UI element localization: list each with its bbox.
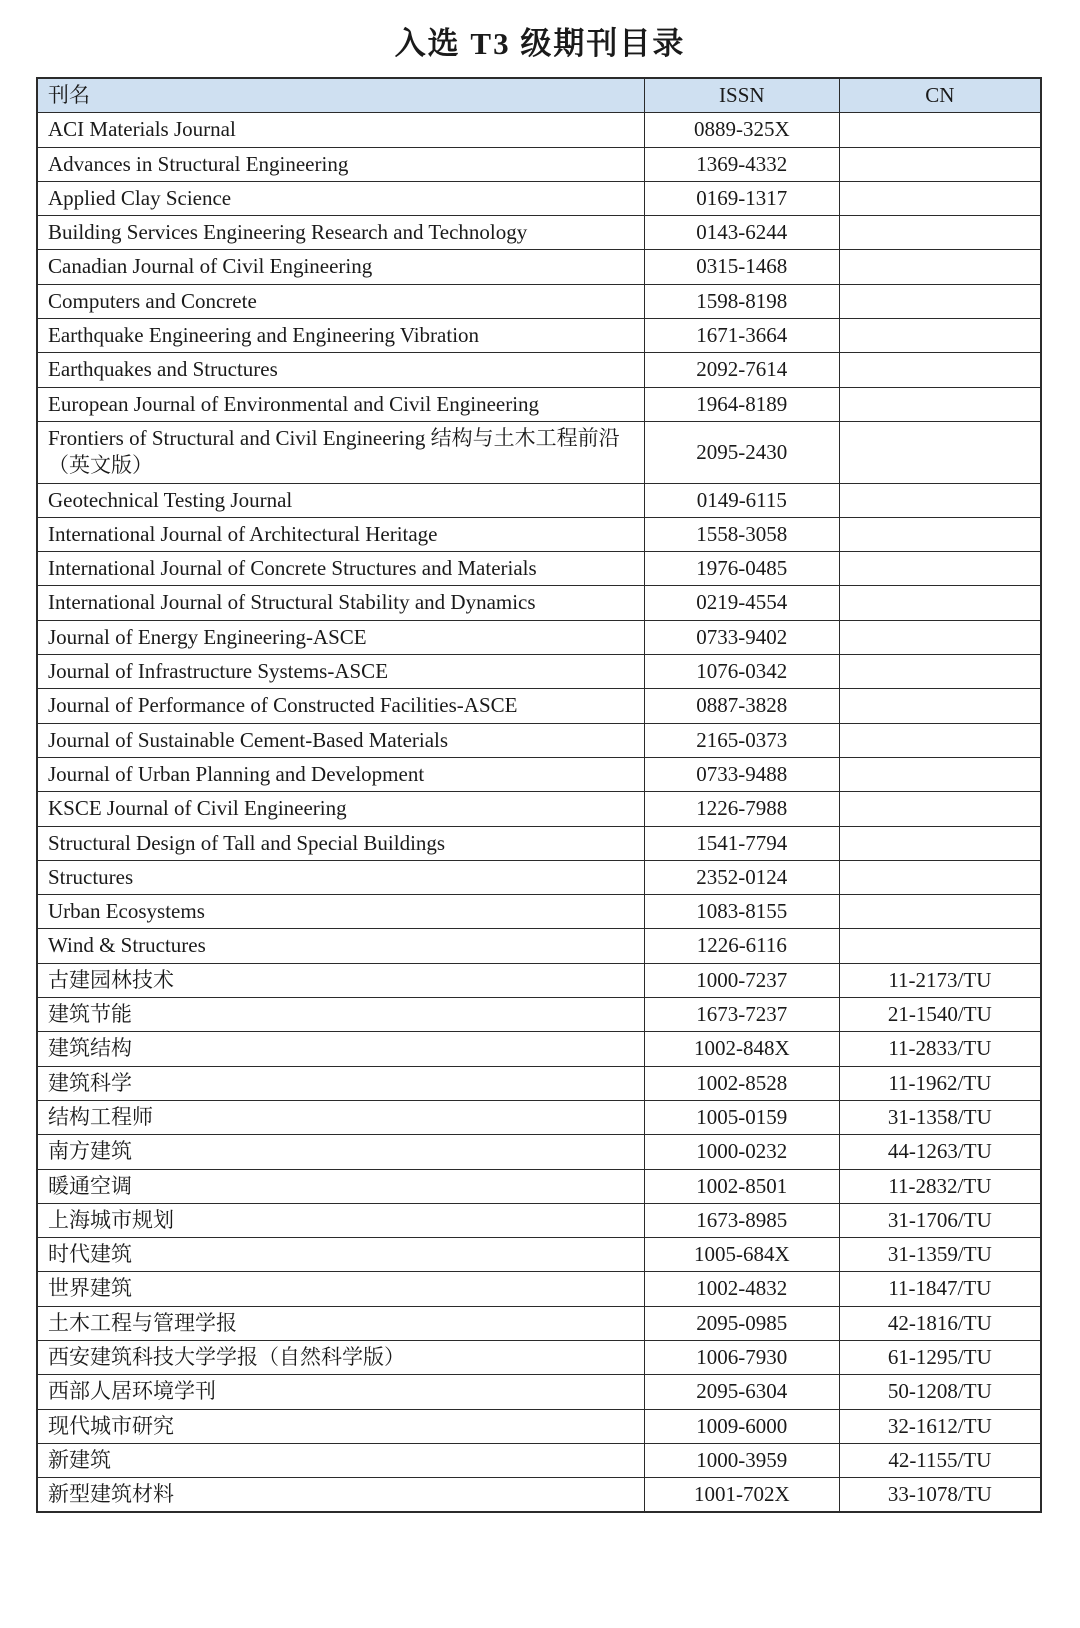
journal-name-cell: Urban Ecosystems — [37, 895, 644, 929]
table-row — [37, 250, 1041, 284]
journal-name-cell: Journal of Sustainable Cement-Based Materials — [37, 723, 644, 757]
journal-name-cell: 新建筑 — [37, 1443, 644, 1477]
journal-name-cell: 暖通空调 — [37, 1169, 644, 1203]
journal-name-cell: 南方建筑 — [37, 1135, 644, 1169]
table-row — [37, 1409, 1041, 1443]
issn-cell: 0887-3828 — [644, 689, 839, 723]
table-row — [37, 517, 1041, 551]
issn-cell: 1226-6116 — [644, 929, 839, 963]
journal-name-cell: Journal of Infrastructure Systems-ASCE — [37, 655, 644, 689]
cn-cell: 21-1540/TU — [839, 998, 1041, 1032]
journal-name-cell: European Journal of Environmental and Civil Engineering — [37, 387, 644, 421]
cn-cell: 11-1962/TU — [839, 1066, 1041, 1100]
issn-cell: 1000-7237 — [644, 963, 839, 997]
cn-cell — [839, 860, 1041, 894]
issn-cell: 1673-7237 — [644, 998, 839, 1032]
cn-cell — [839, 421, 1041, 483]
cn-cell — [839, 216, 1041, 250]
cn-cell — [839, 552, 1041, 586]
journal-name-cell: 建筑科学 — [37, 1066, 644, 1100]
table-row — [37, 860, 1041, 894]
journal-name-cell: Journal of Urban Planning and Development — [37, 757, 644, 791]
cn-cell: 32-1612/TU — [839, 1409, 1041, 1443]
issn-cell: 1000-0232 — [644, 1135, 839, 1169]
cn-cell: 42-1155/TU — [839, 1443, 1041, 1477]
issn-cell: 1002-4832 — [644, 1272, 839, 1306]
journal-name-cell: Structures — [37, 860, 644, 894]
journal-name-cell: Building Services Engineering Research and Technology — [37, 216, 644, 250]
cn-cell — [839, 929, 1041, 963]
cn-cell: 11-2833/TU — [839, 1032, 1041, 1066]
table-row — [37, 113, 1041, 147]
cn-cell — [839, 895, 1041, 929]
issn-cell: 1005-684X — [644, 1238, 839, 1272]
table-row — [37, 998, 1041, 1032]
table-row — [37, 1306, 1041, 1340]
cn-cell: 61-1295/TU — [839, 1340, 1041, 1374]
table-row — [37, 284, 1041, 318]
journal-name-cell: Canadian Journal of Civil Engineering — [37, 250, 644, 284]
issn-cell: 0149-6115 — [644, 483, 839, 517]
issn-cell: 1598-8198 — [644, 284, 839, 318]
table-row — [37, 1340, 1041, 1374]
cn-cell — [839, 250, 1041, 284]
journal-name-cell: 西部人居环境学刊 — [37, 1375, 644, 1409]
table-row — [37, 586, 1041, 620]
issn-cell: 2095-2430 — [644, 421, 839, 483]
issn-cell: 1671-3664 — [644, 319, 839, 353]
column-header-journal-name: 刊名 — [37, 78, 644, 113]
table-row — [37, 483, 1041, 517]
issn-cell: 2092-7614 — [644, 353, 839, 387]
issn-cell: 1976-0485 — [644, 552, 839, 586]
column-header-cn: CN — [839, 78, 1041, 113]
journal-name-cell: Earthquakes and Structures — [37, 353, 644, 387]
cn-cell — [839, 353, 1041, 387]
journal-name-cell: Geotechnical Testing Journal — [37, 483, 644, 517]
journal-name-cell: International Journal of Structural Stability and Dynamics — [37, 586, 644, 620]
issn-cell: 1964-8189 — [644, 387, 839, 421]
cn-cell: 50-1208/TU — [839, 1375, 1041, 1409]
journal-name-cell: 上海城市规划 — [37, 1203, 644, 1237]
cn-cell — [839, 620, 1041, 654]
table-row — [37, 387, 1041, 421]
journal-name-cell: 世界建筑 — [37, 1272, 644, 1306]
issn-cell: 1541-7794 — [644, 826, 839, 860]
table-row — [37, 1135, 1041, 1169]
issn-cell: 1001-702X — [644, 1478, 839, 1513]
journal-name-cell: International Journal of Concrete Structures and Materials — [37, 552, 644, 586]
cn-cell: 11-2173/TU — [839, 963, 1041, 997]
journal-name-cell: 新型建筑材料 — [37, 1478, 644, 1513]
issn-cell: 2095-6304 — [644, 1375, 839, 1409]
issn-cell: 1083-8155 — [644, 895, 839, 929]
journal-name-cell: 结构工程师 — [37, 1100, 644, 1134]
journal-name-cell: Journal of Performance of Constructed Facilities-ASCE — [37, 689, 644, 723]
cn-cell: 31-1706/TU — [839, 1203, 1041, 1237]
cn-cell — [839, 483, 1041, 517]
table-row — [37, 1100, 1041, 1134]
journal-name-cell: KSCE Journal of Civil Engineering — [37, 792, 644, 826]
table-row — [37, 1066, 1041, 1100]
cn-cell: 31-1358/TU — [839, 1100, 1041, 1134]
table-row — [37, 1478, 1041, 1513]
table-row — [37, 929, 1041, 963]
cn-cell: 11-2832/TU — [839, 1169, 1041, 1203]
cn-cell — [839, 792, 1041, 826]
table-row — [37, 1272, 1041, 1306]
issn-cell: 1558-3058 — [644, 517, 839, 551]
issn-cell: 0733-9488 — [644, 757, 839, 791]
header-row — [37, 78, 1041, 113]
table-row — [37, 421, 1041, 483]
cn-cell: 31-1359/TU — [839, 1238, 1041, 1272]
journal-name-cell: ACI Materials Journal — [37, 113, 644, 147]
issn-cell: 1000-3959 — [644, 1443, 839, 1477]
cn-cell — [839, 757, 1041, 791]
cn-cell — [839, 689, 1041, 723]
journal-name-cell: International Journal of Architectural Heritage — [37, 517, 644, 551]
issn-cell: 0219-4554 — [644, 586, 839, 620]
journal-table — [36, 77, 1042, 1513]
cn-cell — [839, 147, 1041, 181]
table-row — [37, 757, 1041, 791]
table-row — [37, 895, 1041, 929]
journal-name-cell: 西安建筑科技大学学报（自然科学版） — [37, 1340, 644, 1374]
journal-name-cell: 建筑节能 — [37, 998, 644, 1032]
cn-cell — [839, 284, 1041, 318]
journal-name-cell: Frontiers of Structural and Civil Engineering 结构与土木工程前沿（英文版） — [37, 421, 644, 483]
table-row — [37, 689, 1041, 723]
table-row — [37, 620, 1041, 654]
journal-name-cell: 建筑结构 — [37, 1032, 644, 1066]
table-row — [37, 1169, 1041, 1203]
table-row — [37, 353, 1041, 387]
journal-name-cell: Journal of Energy Engineering-ASCE — [37, 620, 644, 654]
issn-cell: 1005-0159 — [644, 1100, 839, 1134]
issn-cell: 1006-7930 — [644, 1340, 839, 1374]
journal-table-header — [37, 78, 1041, 113]
table-row — [37, 216, 1041, 250]
journal-name-cell: Applied Clay Science — [37, 181, 644, 215]
table-row — [37, 1375, 1041, 1409]
table-row — [37, 826, 1041, 860]
issn-cell: 0733-9402 — [644, 620, 839, 654]
issn-cell: 1673-8985 — [644, 1203, 839, 1237]
journal-name-cell: 古建园林技术 — [37, 963, 644, 997]
issn-cell: 1076-0342 — [644, 655, 839, 689]
table-row — [37, 147, 1041, 181]
cn-cell — [839, 723, 1041, 757]
table-row — [37, 1443, 1041, 1477]
cn-cell — [839, 655, 1041, 689]
issn-cell: 0889-325X — [644, 113, 839, 147]
page-title: 入选 T3 级期刊目录 — [394, 26, 686, 61]
cn-cell — [839, 181, 1041, 215]
journal-name-cell: Wind & Structures — [37, 929, 644, 963]
journal-name-cell: Earthquake Engineering and Engineering Vibration — [37, 319, 644, 353]
table-row — [37, 552, 1041, 586]
cn-cell — [839, 113, 1041, 147]
issn-cell: 1002-8528 — [644, 1066, 839, 1100]
issn-cell: 1002-8501 — [644, 1169, 839, 1203]
table-row — [37, 792, 1041, 826]
table-row — [37, 319, 1041, 353]
cn-cell: 33-1078/TU — [839, 1478, 1041, 1513]
table-row — [37, 181, 1041, 215]
table-row — [37, 963, 1041, 997]
issn-cell: 0315-1468 — [644, 250, 839, 284]
cn-cell: 44-1263/TU — [839, 1135, 1041, 1169]
journal-name-cell: Computers and Concrete — [37, 284, 644, 318]
issn-cell: 2095-0985 — [644, 1306, 839, 1340]
journal-name-cell: Structural Design of Tall and Special Buildings — [37, 826, 644, 860]
issn-cell: 2165-0373 — [644, 723, 839, 757]
cn-cell — [839, 586, 1041, 620]
issn-cell: 0169-1317 — [644, 181, 839, 215]
column-header-issn: ISSN — [644, 78, 839, 113]
journal-name-cell: Advances in Structural Engineering — [37, 147, 644, 181]
table-row — [37, 1203, 1041, 1237]
issn-cell: 1009-6000 — [644, 1409, 839, 1443]
journal-name-cell: 土木工程与管理学报 — [37, 1306, 644, 1340]
journal-name-cell: 现代城市研究 — [37, 1409, 644, 1443]
cn-cell — [839, 319, 1041, 353]
cn-cell — [839, 517, 1041, 551]
journal-name-cell: 时代建筑 — [37, 1238, 644, 1272]
issn-cell: 1002-848X — [644, 1032, 839, 1066]
table-row — [37, 655, 1041, 689]
table-row — [37, 723, 1041, 757]
issn-cell: 2352-0124 — [644, 860, 839, 894]
table-row — [37, 1238, 1041, 1272]
cn-cell — [839, 387, 1041, 421]
journal-table-body — [37, 113, 1041, 1513]
cn-cell: 11-1847/TU — [839, 1272, 1041, 1306]
issn-cell: 1369-4332 — [644, 147, 839, 181]
cn-cell — [839, 826, 1041, 860]
cn-cell: 42-1816/TU — [839, 1306, 1041, 1340]
issn-cell: 0143-6244 — [644, 216, 839, 250]
table-row — [37, 1032, 1041, 1066]
issn-cell: 1226-7988 — [644, 792, 839, 826]
